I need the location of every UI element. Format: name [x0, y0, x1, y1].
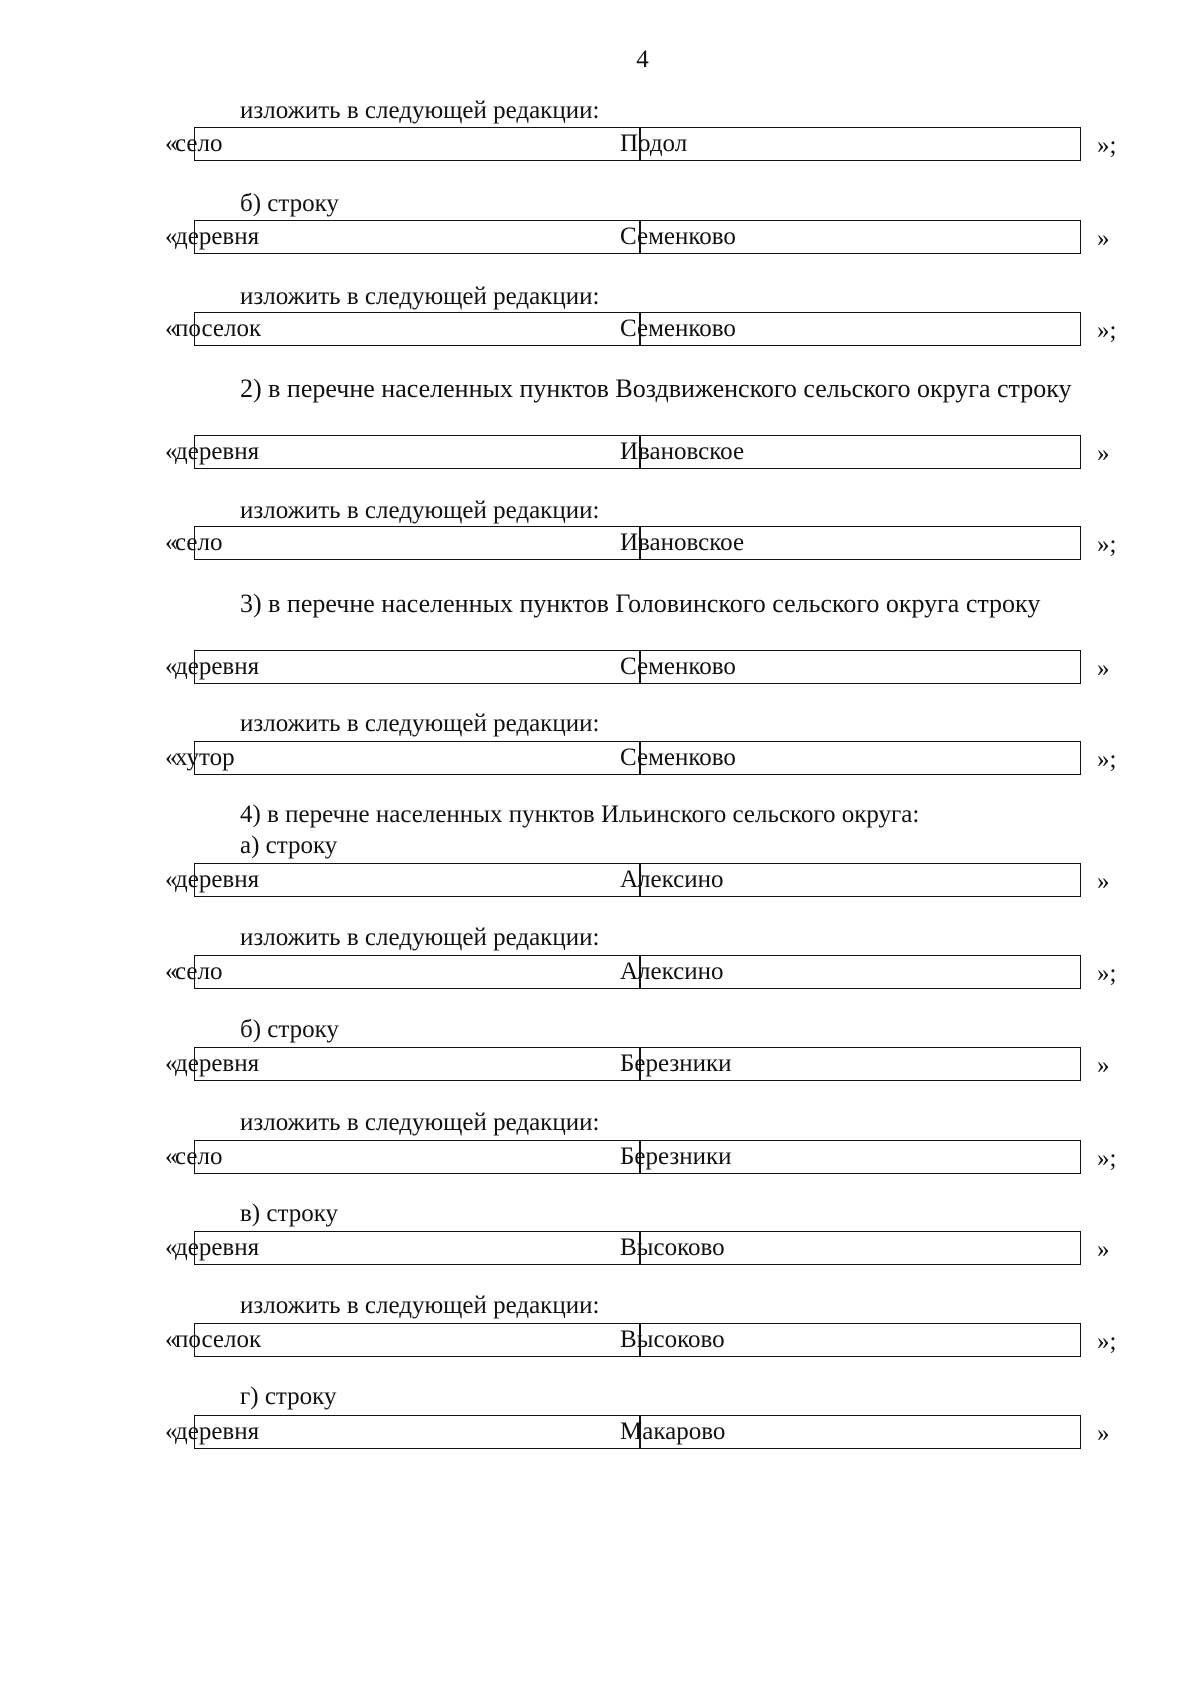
- settlement-name-cell: Высоково: [620, 1326, 725, 1353]
- closing-quote: »;: [1097, 132, 1117, 159]
- opening-quote: «: [165, 1326, 178, 1353]
- settlement-type-cell: хутор: [175, 744, 235, 771]
- table-row: [165, 127, 1125, 163]
- settlement-name-cell: Ивановское: [620, 529, 745, 556]
- text-line: изложить в следующей редакции:: [240, 924, 600, 951]
- text-line: а) строку: [240, 832, 338, 859]
- settlement-type-cell: деревня: [175, 1234, 260, 1261]
- table-row: [165, 312, 1125, 348]
- settlement-name-cell: Семенково: [620, 653, 736, 680]
- table-row: [165, 955, 1125, 991]
- settlement-type-cell: село: [175, 958, 223, 985]
- closing-quote: »;: [1097, 746, 1117, 773]
- table-row: [165, 435, 1125, 471]
- text-line: изложить в следующей редакции:: [240, 1109, 600, 1136]
- settlement-type-cell: село: [175, 1143, 223, 1170]
- closing-quote: »: [1097, 868, 1110, 895]
- settlement-name-cell: Высоково: [620, 1234, 725, 1261]
- settlement-name-cell: Семенково: [620, 744, 736, 771]
- numbered-paragraph: 2) в перечне населенных пунктов Воздвиженского сельского округа строку: [240, 374, 1072, 403]
- text-line: изложить в следующей редакции:: [240, 710, 600, 737]
- text-line: изложить в следующей редакции:: [240, 1292, 600, 1319]
- closing-quote: »: [1097, 440, 1110, 467]
- opening-quote: «: [165, 653, 178, 680]
- settlement-name-cell: Подол: [620, 130, 688, 157]
- table-row: [165, 526, 1125, 562]
- text-line: б) строку: [240, 190, 339, 217]
- closing-quote: »: [1097, 1052, 1110, 1079]
- settlement-type-cell: деревня: [175, 438, 260, 465]
- opening-quote: «: [165, 130, 178, 157]
- page-number: 4: [636, 46, 649, 73]
- settlement-type-cell: деревня: [175, 866, 260, 893]
- closing-quote: »;: [1097, 531, 1117, 558]
- settlement-type-cell: деревня: [175, 653, 260, 680]
- closing-quote: »: [1097, 1236, 1110, 1263]
- settlement-name-cell: Макарово: [620, 1418, 726, 1445]
- table-row: [165, 1415, 1125, 1451]
- table-row: [165, 1140, 1125, 1176]
- opening-quote: «: [165, 866, 178, 893]
- closing-quote: »;: [1097, 1328, 1117, 1355]
- table-row: [165, 1231, 1125, 1267]
- table-row: [165, 1323, 1125, 1359]
- text-line: изложить в следующей редакции:: [240, 283, 600, 310]
- closing-quote: »;: [1097, 1145, 1117, 1172]
- text-line: 4) в перечне населенных пунктов Ильинского сельского округа:: [240, 801, 920, 828]
- opening-quote: «: [165, 1050, 178, 1077]
- table-row: [165, 741, 1125, 777]
- text-line: изложить в следующей редакции:: [240, 97, 600, 124]
- table-row: [165, 650, 1125, 686]
- text-line: в) строку: [240, 1200, 338, 1227]
- closing-quote: »;: [1097, 317, 1117, 344]
- text-line: изложить в следующей редакции:: [240, 497, 600, 524]
- settlement-type-cell: деревня: [175, 1050, 260, 1077]
- table-row: [165, 220, 1125, 256]
- text-line: б) строку: [240, 1016, 339, 1043]
- settlement-name-cell: Березники: [620, 1050, 732, 1077]
- settlement-type-cell: село: [175, 130, 223, 157]
- settlement-name-cell: Березники: [620, 1143, 732, 1170]
- settlement-type-cell: поселок: [175, 1326, 262, 1353]
- opening-quote: «: [165, 529, 178, 556]
- settlement-type-cell: село: [175, 529, 223, 556]
- opening-quote: «: [165, 223, 178, 250]
- opening-quote: «: [165, 744, 178, 771]
- settlement-name-cell: Ивановское: [620, 438, 745, 465]
- opening-quote: «: [165, 315, 178, 342]
- table-row: [165, 1047, 1125, 1083]
- numbered-paragraph: 3) в перечне населенных пунктов Головинского сельского округа строку: [240, 589, 1041, 618]
- settlement-type-cell: поселок: [175, 315, 262, 342]
- closing-quote: »;: [1097, 960, 1117, 987]
- opening-quote: «: [165, 438, 178, 465]
- opening-quote: «: [165, 1143, 178, 1170]
- settlement-name-cell: Семенково: [620, 223, 736, 250]
- closing-quote: »: [1097, 655, 1110, 682]
- opening-quote: «: [165, 1418, 178, 1445]
- opening-quote: «: [165, 1234, 178, 1261]
- table-row: [165, 863, 1125, 899]
- settlement-type-cell: деревня: [175, 1418, 260, 1445]
- settlement-name-cell: Алексино: [620, 958, 724, 985]
- closing-quote: »: [1097, 225, 1110, 252]
- settlement-type-cell: деревня: [175, 223, 260, 250]
- opening-quote: «: [165, 958, 178, 985]
- settlement-name-cell: Семенково: [620, 315, 736, 342]
- text-line: г) строку: [240, 1383, 337, 1410]
- closing-quote: »: [1097, 1420, 1110, 1447]
- settlement-name-cell: Алексино: [620, 866, 724, 893]
